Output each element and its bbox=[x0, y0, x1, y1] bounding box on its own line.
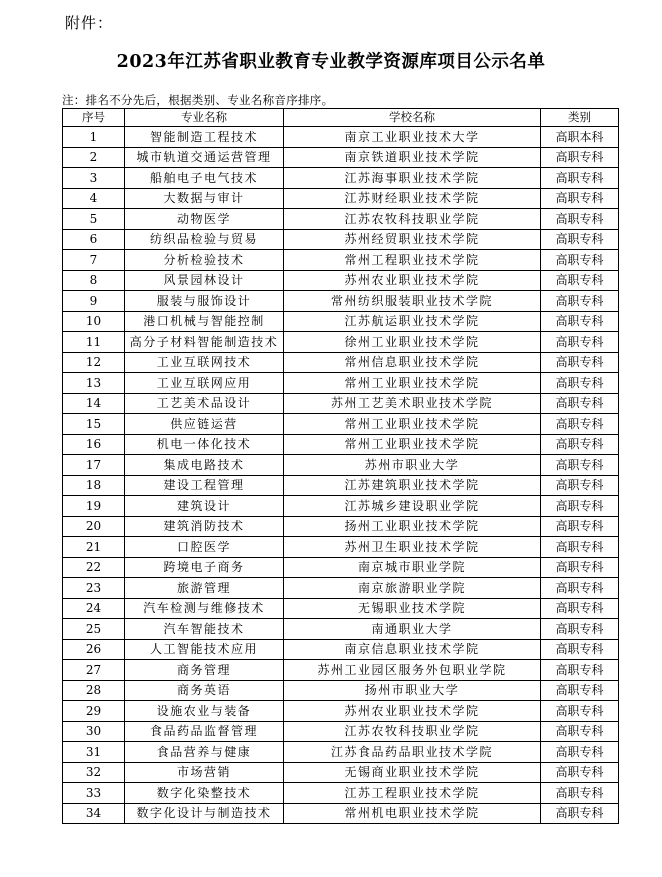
cell-index: 2 bbox=[63, 147, 125, 168]
cell-index: 16 bbox=[63, 434, 125, 455]
cell-school: 无锡商业职业技术学院 bbox=[284, 762, 541, 783]
cell-category: 高职专科 bbox=[541, 475, 619, 496]
cell-major: 汽车智能技术 bbox=[125, 619, 284, 640]
cell-major: 建筑设计 bbox=[125, 496, 284, 517]
table-row bbox=[63, 721, 619, 742]
cell-index: 8 bbox=[63, 270, 125, 291]
table-row bbox=[63, 557, 619, 578]
cell-index: 29 bbox=[63, 701, 125, 722]
cell-category: 高职专科 bbox=[541, 680, 619, 701]
cell-category: 高职专科 bbox=[541, 701, 619, 722]
cell-index: 33 bbox=[63, 783, 125, 804]
table-row bbox=[63, 496, 619, 517]
cell-index: 11 bbox=[63, 332, 125, 353]
table-row bbox=[63, 578, 619, 599]
table-row bbox=[63, 352, 619, 373]
cell-category: 高职专科 bbox=[541, 434, 619, 455]
cell-index: 12 bbox=[63, 352, 125, 373]
cell-major: 跨境电子商务 bbox=[125, 557, 284, 578]
cell-index: 3 bbox=[63, 168, 125, 189]
cell-category: 高职专科 bbox=[541, 578, 619, 599]
table-row bbox=[63, 147, 619, 168]
cell-major: 纺织品检验与贸易 bbox=[125, 229, 284, 250]
table-row bbox=[63, 762, 619, 783]
cell-major: 商务管理 bbox=[125, 660, 284, 681]
cell-major: 工艺美术品设计 bbox=[125, 393, 284, 414]
table-row bbox=[63, 680, 619, 701]
cell-school: 江苏食品药品职业技术学院 bbox=[284, 742, 541, 763]
cell-category: 高职专科 bbox=[541, 455, 619, 476]
cell-index: 13 bbox=[63, 373, 125, 394]
cell-index: 30 bbox=[63, 721, 125, 742]
table-row bbox=[63, 373, 619, 394]
table-row bbox=[63, 311, 619, 332]
cell-major: 口腔医学 bbox=[125, 537, 284, 558]
cell-school: 常州工程职业技术学院 bbox=[284, 250, 541, 271]
cell-school: 苏州工艺美术职业技术学院 bbox=[284, 393, 541, 414]
table-row bbox=[63, 291, 619, 312]
cell-major: 工业互联网应用 bbox=[125, 373, 284, 394]
cell-school: 无锡职业技术学院 bbox=[284, 598, 541, 619]
cell-category: 高职专科 bbox=[541, 783, 619, 804]
table-row bbox=[63, 783, 619, 804]
table-row bbox=[63, 393, 619, 414]
cell-school: 常州纺织服装职业技术学院 bbox=[284, 291, 541, 312]
table-body bbox=[63, 127, 619, 824]
cell-index: 27 bbox=[63, 660, 125, 681]
cell-category: 高职专科 bbox=[541, 598, 619, 619]
cell-school: 南京城市职业学院 bbox=[284, 557, 541, 578]
cell-school: 苏州卫生职业技术学院 bbox=[284, 537, 541, 558]
cell-category: 高职专科 bbox=[541, 352, 619, 373]
cell-category: 高职专科 bbox=[541, 619, 619, 640]
table-row bbox=[63, 701, 619, 722]
cell-category: 高职专科 bbox=[541, 537, 619, 558]
cell-school: 南京铁道职业技术学院 bbox=[284, 147, 541, 168]
table-row bbox=[63, 434, 619, 455]
cell-index: 31 bbox=[63, 742, 125, 763]
cell-major: 设施农业与装备 bbox=[125, 701, 284, 722]
table-row bbox=[63, 455, 619, 476]
cell-category: 高职专科 bbox=[541, 373, 619, 394]
project-list-table bbox=[62, 108, 619, 824]
cell-category: 高职专科 bbox=[541, 557, 619, 578]
header-category: 类别 bbox=[541, 109, 619, 127]
cell-category: 高职专科 bbox=[541, 209, 619, 230]
cell-school: 扬州工业职业技术学院 bbox=[284, 516, 541, 537]
cell-category: 高职专科 bbox=[541, 803, 619, 824]
cell-index: 14 bbox=[63, 393, 125, 414]
cell-category: 高职专科 bbox=[541, 660, 619, 681]
cell-index: 23 bbox=[63, 578, 125, 599]
cell-index: 22 bbox=[63, 557, 125, 578]
cell-category: 高职专科 bbox=[541, 742, 619, 763]
table-row bbox=[63, 332, 619, 353]
cell-index: 24 bbox=[63, 598, 125, 619]
table-row bbox=[63, 250, 619, 271]
sorting-note: 注：排名不分先后，根据类别、专业名称音序排序。 bbox=[62, 93, 334, 107]
table-row bbox=[63, 537, 619, 558]
cell-category: 高职专科 bbox=[541, 414, 619, 435]
attachment-label: 附件： bbox=[65, 14, 114, 32]
table-row bbox=[63, 168, 619, 189]
cell-school: 江苏农牧科技职业学院 bbox=[284, 209, 541, 230]
document-title: 2023年江苏省职业教育专业教学资源库项目公示名单 bbox=[116, 52, 546, 72]
table-row bbox=[63, 742, 619, 763]
cell-category: 高职专科 bbox=[541, 721, 619, 742]
cell-school: 苏州市职业大学 bbox=[284, 455, 541, 476]
cell-index: 26 bbox=[63, 639, 125, 660]
cell-school: 南京旅游职业学院 bbox=[284, 578, 541, 599]
cell-major: 旅游管理 bbox=[125, 578, 284, 599]
cell-index: 20 bbox=[63, 516, 125, 537]
table-row bbox=[63, 660, 619, 681]
cell-index: 10 bbox=[63, 311, 125, 332]
cell-major: 集成电路技术 bbox=[125, 455, 284, 476]
cell-major: 建设工程管理 bbox=[125, 475, 284, 496]
cell-index: 7 bbox=[63, 250, 125, 271]
table-row bbox=[63, 209, 619, 230]
table-row bbox=[63, 598, 619, 619]
header-school: 学校名称 bbox=[284, 109, 541, 127]
cell-category: 高职专科 bbox=[541, 762, 619, 783]
cell-category: 高职专科 bbox=[541, 496, 619, 517]
cell-index: 18 bbox=[63, 475, 125, 496]
cell-index: 4 bbox=[63, 188, 125, 209]
cell-major: 食品营养与健康 bbox=[125, 742, 284, 763]
cell-index: 25 bbox=[63, 619, 125, 640]
header-index: 序号 bbox=[63, 109, 125, 127]
cell-major: 服装与服饰设计 bbox=[125, 291, 284, 312]
cell-index: 17 bbox=[63, 455, 125, 476]
cell-index: 15 bbox=[63, 414, 125, 435]
cell-major: 工业互联网技术 bbox=[125, 352, 284, 373]
cell-index: 34 bbox=[63, 803, 125, 824]
cell-category: 高职专科 bbox=[541, 147, 619, 168]
table-row bbox=[63, 639, 619, 660]
cell-school: 扬州市职业大学 bbox=[284, 680, 541, 701]
cell-school: 常州工业职业技术学院 bbox=[284, 373, 541, 394]
cell-major: 食品药品监督管理 bbox=[125, 721, 284, 742]
cell-index: 5 bbox=[63, 209, 125, 230]
cell-category: 高职专科 bbox=[541, 516, 619, 537]
table-row bbox=[63, 414, 619, 435]
cell-major: 市场营销 bbox=[125, 762, 284, 783]
table-row bbox=[63, 127, 619, 148]
cell-major: 智能制造工程技术 bbox=[125, 127, 284, 148]
cell-major: 高分子材料智能制造技术 bbox=[125, 332, 284, 353]
cell-major: 港口机械与智能控制 bbox=[125, 311, 284, 332]
cell-school: 苏州工业园区服务外包职业学院 bbox=[284, 660, 541, 681]
cell-school: 南京信息职业技术学院 bbox=[284, 639, 541, 660]
cell-school: 苏州经贸职业技术学院 bbox=[284, 229, 541, 250]
table-row bbox=[63, 619, 619, 640]
cell-major: 数字化染整技术 bbox=[125, 783, 284, 804]
cell-category: 高职专科 bbox=[541, 229, 619, 250]
cell-index: 19 bbox=[63, 496, 125, 517]
cell-category: 高职本科 bbox=[541, 127, 619, 148]
cell-major: 数字化设计与制造技术 bbox=[125, 803, 284, 824]
cell-major: 人工智能技术应用 bbox=[125, 639, 284, 660]
cell-major: 商务英语 bbox=[125, 680, 284, 701]
table-header-row bbox=[63, 109, 619, 127]
cell-school: 常州工业职业技术学院 bbox=[284, 414, 541, 435]
cell-school: 常州工业职业技术学院 bbox=[284, 434, 541, 455]
cell-category: 高职专科 bbox=[541, 291, 619, 312]
cell-category: 高职专科 bbox=[541, 250, 619, 271]
cell-major: 建筑消防技术 bbox=[125, 516, 284, 537]
table-row bbox=[63, 475, 619, 496]
cell-school: 常州信息职业技术学院 bbox=[284, 352, 541, 373]
cell-index: 1 bbox=[63, 127, 125, 148]
cell-major: 供应链运营 bbox=[125, 414, 284, 435]
cell-major: 汽车检测与维修技术 bbox=[125, 598, 284, 619]
cell-school: 苏州农业职业技术学院 bbox=[284, 270, 541, 291]
cell-major: 船舶电子电气技术 bbox=[125, 168, 284, 189]
cell-major: 动物医学 bbox=[125, 209, 284, 230]
cell-major: 分析检验技术 bbox=[125, 250, 284, 271]
cell-school: 徐州工业职业技术学院 bbox=[284, 332, 541, 353]
cell-index: 21 bbox=[63, 537, 125, 558]
cell-index: 28 bbox=[63, 680, 125, 701]
table-row bbox=[63, 188, 619, 209]
table-row bbox=[63, 270, 619, 291]
cell-category: 高职专科 bbox=[541, 332, 619, 353]
cell-major: 城市轨道交通运营管理 bbox=[125, 147, 284, 168]
table-row bbox=[63, 229, 619, 250]
cell-category: 高职专科 bbox=[541, 270, 619, 291]
cell-school: 南京工业职业技术大学 bbox=[284, 127, 541, 148]
cell-school: 江苏财经职业技术学院 bbox=[284, 188, 541, 209]
cell-category: 高职专科 bbox=[541, 639, 619, 660]
cell-index: 9 bbox=[63, 291, 125, 312]
cell-school: 江苏工程职业技术学院 bbox=[284, 783, 541, 804]
cell-major: 风景园林设计 bbox=[125, 270, 284, 291]
cell-school: 常州机电职业技术学院 bbox=[284, 803, 541, 824]
cell-category: 高职专科 bbox=[541, 188, 619, 209]
cell-category: 高职专科 bbox=[541, 311, 619, 332]
cell-major: 机电一体化技术 bbox=[125, 434, 284, 455]
cell-index: 32 bbox=[63, 762, 125, 783]
cell-school: 江苏农牧科技职业学院 bbox=[284, 721, 541, 742]
cell-category: 高职专科 bbox=[541, 168, 619, 189]
table-row bbox=[63, 803, 619, 824]
cell-school: 江苏建筑职业技术学院 bbox=[284, 475, 541, 496]
cell-category: 高职专科 bbox=[541, 393, 619, 414]
cell-school: 江苏航运职业技术学院 bbox=[284, 311, 541, 332]
cell-school: 苏州农业职业技术学院 bbox=[284, 701, 541, 722]
cell-school: 江苏海事职业技术学院 bbox=[284, 168, 541, 189]
cell-school: 南通职业大学 bbox=[284, 619, 541, 640]
header-major: 专业名称 bbox=[125, 109, 284, 127]
table-row bbox=[63, 516, 619, 537]
cell-index: 6 bbox=[63, 229, 125, 250]
cell-major: 大数据与审计 bbox=[125, 188, 284, 209]
cell-school: 江苏城乡建设职业学院 bbox=[284, 496, 541, 517]
